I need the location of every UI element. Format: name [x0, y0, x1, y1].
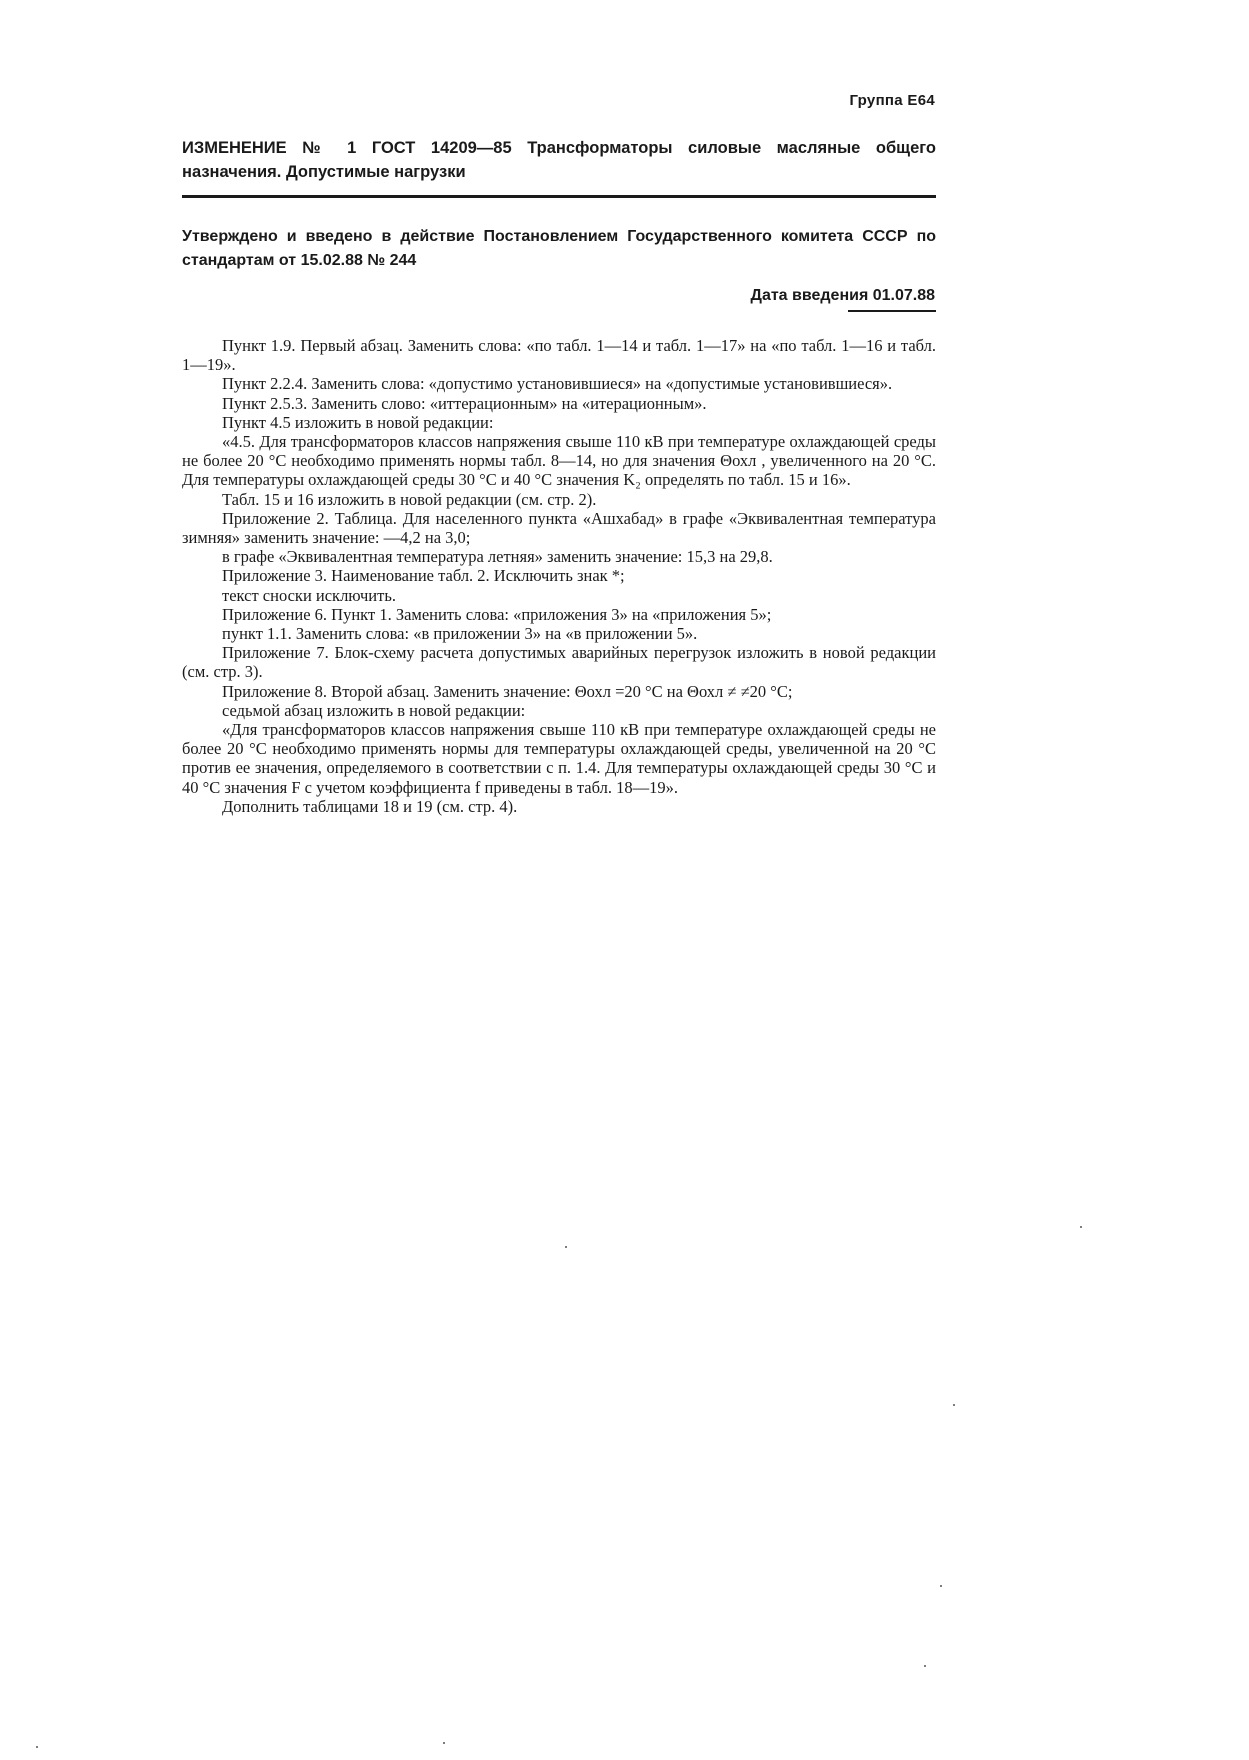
paragraph: в графе «Эквивалентная температура летняя» заменить значение: 15,3 на 29,8. — [222, 547, 773, 567]
paragraph: пункт 1.1. Заменить слова: «в приложении 3» на «в приложении 5». — [222, 624, 698, 644]
paragraph: Приложение 3. Наименование табл. 2. Исключить знак *; — [222, 566, 625, 586]
scan-speck — [924, 1665, 926, 1667]
paragraph: Приложение 6. Пункт 1. Заменить слова: «приложения 3» на «приложения 5»; — [222, 604, 772, 624]
paragraph: «4.5. Для трансформаторов классов напряжения свыше 110 кВ при температуре охлаждающей среды не более 20 °С необходимо применять нормы табл. 8—14, но для значения Θохл , увеличенного на 20 °С. Для температуры охлаждающей среды 30 °С и 40 °С значения K₂ определять по табл. 15 и 16». — [182, 432, 936, 490]
scan-speck — [1080, 1226, 1082, 1228]
paragraph: седьмой абзац изложить в новой редакции: — [222, 700, 526, 720]
paragraph: Пункт 2.2.4. Заменить слова: «допустимо установившиеся» на «допустимые установившиеся». — [222, 374, 893, 394]
paragraph: «Для трансформаторов классов напряжения свыше 110 кВ при температуре охлаждающей среды не более 20 °С необходимо применять нормы для температуры охлаждающей среды, увеличенной на 20 °С против ее значения, определяемого в соответствии с п. 1.4. Для температуры охлаждающей среды 30 °С и 40 °С значения F с учетом коэффициента f приведены в табл. 18—19». — [182, 720, 936, 797]
title-divider — [182, 195, 936, 198]
paragraph: текст сноски исключить. — [222, 585, 396, 605]
date-underline — [848, 310, 936, 312]
document-body — [182, 336, 936, 816]
scan-speck — [565, 1246, 567, 1248]
document-title: ИЗМЕНЕНИЕ № 1 ГОСТ 14209—85 Трансформаторы силовые масляные общего назначения. Допустимые нагрузки — [182, 139, 936, 181]
paragraph: Пункт 1.9. Первый абзац. Заменить слова: «по табл. 1—14 и табл. 1—17» на «по табл. 1—16 и табл. 1—19». — [182, 336, 936, 375]
group-code: Группа Е64 — [849, 92, 935, 109]
scan-speck — [36, 1746, 38, 1748]
paragraph: Приложение 8. Второй абзац. Заменить значение: Θохл =20 °С на Θохл ≠ ≠20 °С; — [222, 681, 793, 701]
approval-statement: Утверждено и введено в действие Постановлением Государственного комитета СССР по стандартам от 15.02.88 № 244 — [182, 228, 936, 269]
paragraph: Приложение 2. Таблица. Для населенного пункта «Ашхабад» в графе «Эквивалентная температура зимняя» заменить значение: —4,2 на 3,0; — [182, 508, 936, 548]
scan-speck — [953, 1404, 955, 1406]
paragraph: Пункт 2.5.3. Заменить слово: «иттерационным» на «итерационным». — [222, 393, 707, 413]
paragraph: Табл. 15 и 16 изложить в новой редакции (см. стр. 2). — [222, 489, 597, 509]
paragraph: Пункт 4.5 изложить в новой редакции: — [222, 412, 494, 432]
paragraph: Дополнить таблицами 18 и 19 (см. стр. 4). — [222, 796, 518, 816]
effective-date: Дата введения 01.07.88 — [750, 287, 935, 304]
scan-speck — [443, 1742, 445, 1744]
scan-speck — [940, 1585, 942, 1587]
paragraph: Приложение 7. Блок-схему расчета допустимых аварийных перегрузок изложить в новой редакции (см. стр. 3). — [182, 643, 936, 682]
